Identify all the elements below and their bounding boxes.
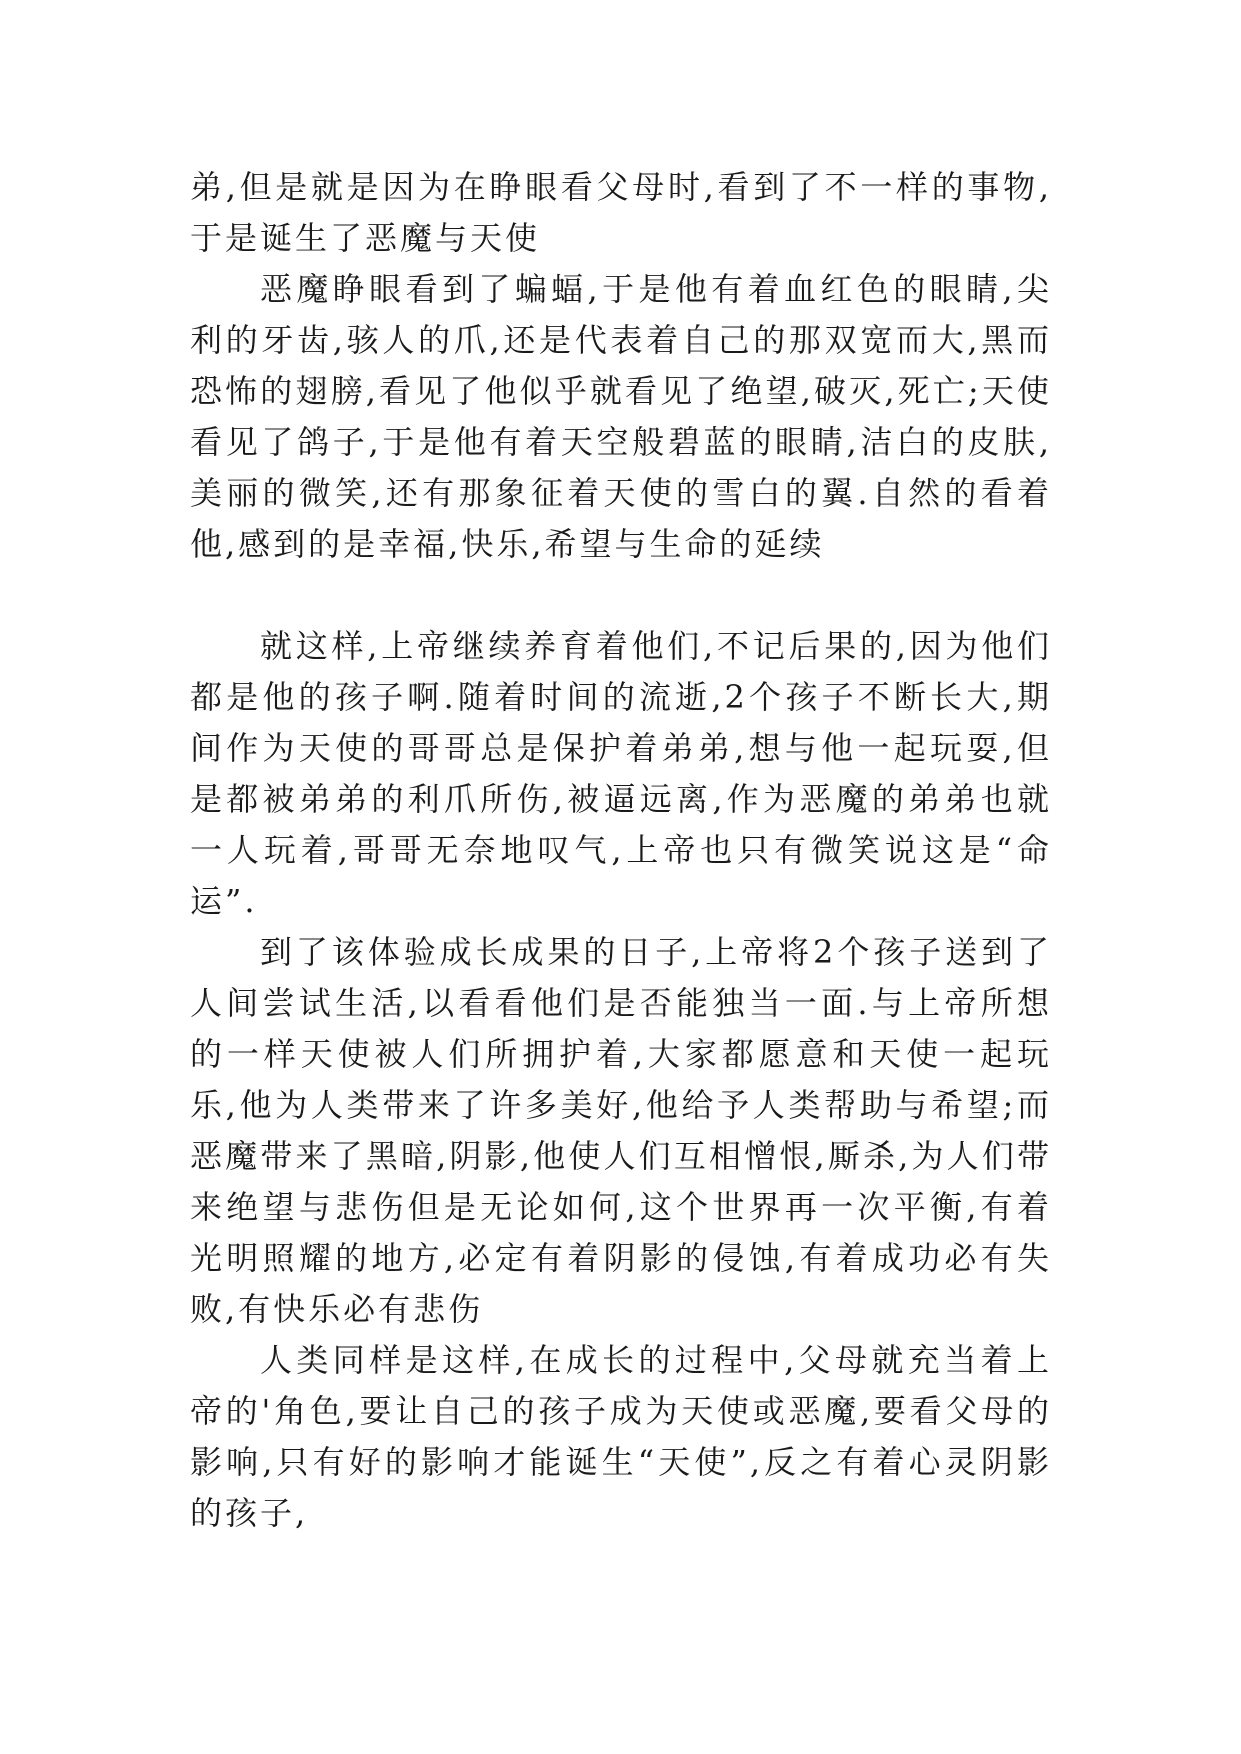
paragraph-continuation: 弟,但是就是因为在睁眼看父母时,看到了不一样的事物,于是诞生了恶魔与天使	[190, 168, 1052, 257]
paragraph-parents-role: 人类同样是这样,在成长的过程中,父母就充当着上帝的'角色,要让自己的孩子成为天使或恶魔,要看父母的影响,只有好的影响才能诞生“天使”,反之有着心灵阴影的孩子,	[190, 1341, 1052, 1532]
paragraph-demon-angel-description: 恶魔睁眼看到了蝙蝠,于是他有着血红色的眼睛,尖利的牙齿,骇人的爪,还是代表着自己的那双宽而大,黑而恐怖的翅膀,看见了他似乎就看见了绝望,破灭,死亡;天使看见了鸽子,于是他有着天空般碧蓝的眼睛,洁白的皮肤,美丽的微笑,还有那象征着天使的雪白的翼.自然的看着他,感到的是幸福,快乐,希望与生命的延续	[190, 270, 1052, 563]
document-body	[190, 162, 1052, 1532]
paragraph-growing-up: 就这样,上帝继续养育着他们,不记后果的,因为他们都是他的孩子啊.随着时间的流逝,2个孩子不断长大,期间作为天使的哥哥总是保护着弟弟,想与他一起玩耍,但是都被弟弟的利爪所伤,被逼远离,作为恶魔的弟弟也就一人玩着,哥哥无奈地叹气,上帝也只有微笑说这是“命运”.	[190, 627, 1052, 920]
paragraph-human-world: 到了该体验成长成果的日子,上帝将2个孩子送到了人间尝试生活,以看看他们是否能独当一面.与上帝所想的一样天使被人们所拥护着,大家都愿意和天使一起玩乐,他为人类带来了许多美好,他给予人类帮助与希望;而恶魔带来了黑暗,阴影,他使人们互相憎恨,厮杀,为人们带来绝望与悲伤但是无论如何,这个世界再一次平衡,有着光明照耀的地方,必定有着阴影的侵蚀,有着成功必有失败,有快乐必有悲伤	[190, 933, 1052, 1328]
